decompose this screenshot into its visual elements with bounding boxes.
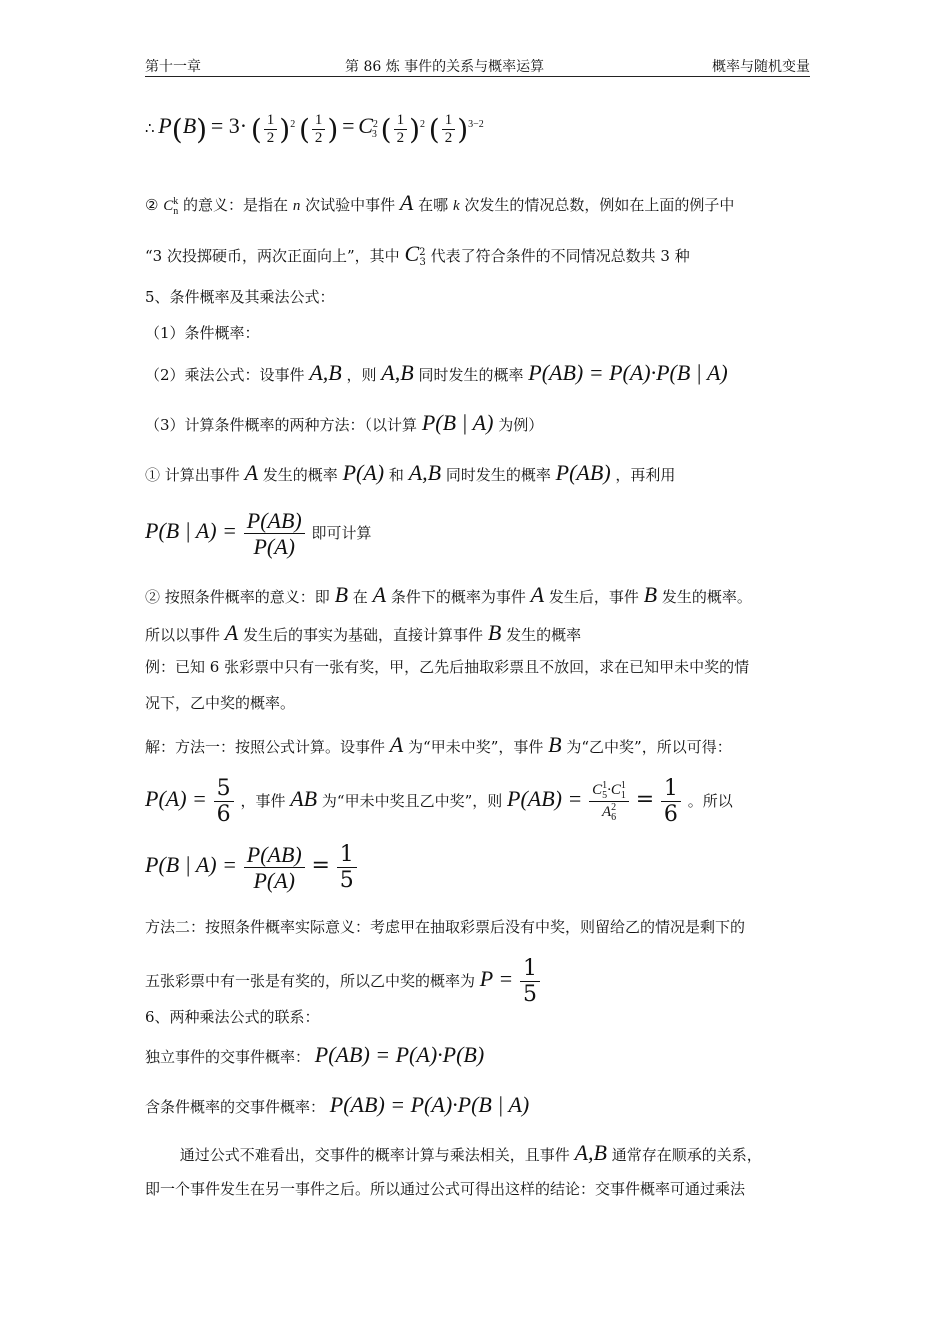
header-section-title: 第 86 炼 事件的关系与概率运算: [345, 59, 545, 75]
paragraph-line-2: 即一个事件发生在另一事件之后。所以通过公式可得出这样的结论：交事件概率可通过乘法: [145, 1180, 746, 1198]
paragraph-line-1: 通过公式不难看出，交事件的概率计算与乘法相关，且事件 A,B 通常存在顺承的关系，: [179, 1140, 762, 1165]
method-1-formula: P(B | A) = $\frac{P(AB)}{P(A)}$ 即可计算: [145, 508, 372, 560]
example-line-1: 例：已知 6 张彩票中只有一张有奖，甲，乙先后抽取彩票且不放回，求在已知甲未中奖的情: [145, 658, 750, 676]
section-5-1: （1）条件概率：: [145, 324, 260, 342]
section-5-3: （3）计算条件概率的两种方法：（以计算 P(B | A) 为例）: [145, 410, 544, 435]
text-line-2: ② $C_n^k$ 的意义：是指在 n 次试验中事件 A 在哪 k 次发生的情况总数，例如在上面的例子中: [145, 190, 735, 217]
formula-pb: ∴ P(B) = 3· ( $\frac{1}{2}$ )$^2$ ( $\frac{1}{2}$ ) = $C^2_3$ ( $\frac{1}{2}$ )$^2$ ( $\frac{1}{2}$ )$^{3-2}$: [145, 112, 484, 147]
section-5-heading: 5、条件概率及其乘法公式：: [145, 288, 335, 306]
section-6-heading: 6、两种乘法公式的联系：: [145, 1008, 320, 1026]
header-topic: 概率与随机变量: [712, 59, 810, 75]
method-two-line-1: 方法二：按照条件概率实际意义：考虑甲在抽取彩票后没有中奖，则留给乙的情况是剩下的: [145, 918, 746, 936]
method-two-line-2: 五张彩票中有一张是有奖的，所以乙中奖的概率为 P = $\frac{1}{5}$: [145, 956, 542, 1008]
method-1-line: ① 计算出事件 A 发生的概率 P(A) 和 A,B 同时发生的概率 P(AB) ，再利用: [145, 460, 676, 485]
method-2-line-2: 所以以事件 A 发生后的事实为基础，直接计算事件 B 发生的概率: [145, 620, 582, 645]
solution-line-3: P(B | A) = $\frac{P(AB)}{P(A)}$ = $\frac{1}{5}$: [145, 842, 359, 894]
method-2-line-1: ② 按照条件概率的意义：即 B 在 A 条件下的概率为事件 A 发生后，事件 B 发生的概率。: [145, 582, 752, 607]
section-5-2: （2）乘法公式：设事件 A,B ，则 A,B 同时发生的概率 P(AB) = P(A)·P(B | A): [145, 360, 728, 385]
solution-line-2: P(A) = $\frac{5}{6}$ ，事件 AB 为“甲未中奖且乙中奖”，则 P(AB) = $\frac{C_5^1\cdot C_1^1}{A_6^2}$ = $\frac{1}{6}$ 。所以: [145, 776, 733, 828]
independent-formula: 独立事件的交事件概率： P(AB) = P(A)·P(B): [145, 1042, 485, 1067]
text-line-3: “3 次投掷硬币，两次正面向上”，其中 $C^2_3$ 代表了符合条件的不同情况总数共 3 种: [145, 241, 690, 268]
header-chapter: 第十一章: [145, 59, 201, 75]
example-line-2: 况下，乙中奖的概率。: [145, 694, 296, 712]
solution-line-1: 解：方法一：按照公式计算。设事件 A 为“甲未中奖”，事件 B 为“乙中奖”，所以可得：: [145, 732, 732, 757]
conditional-formula: 含条件概率的交事件概率： P(AB) = P(A)·P(B | A): [145, 1092, 530, 1117]
page-header: [145, 54, 810, 77]
